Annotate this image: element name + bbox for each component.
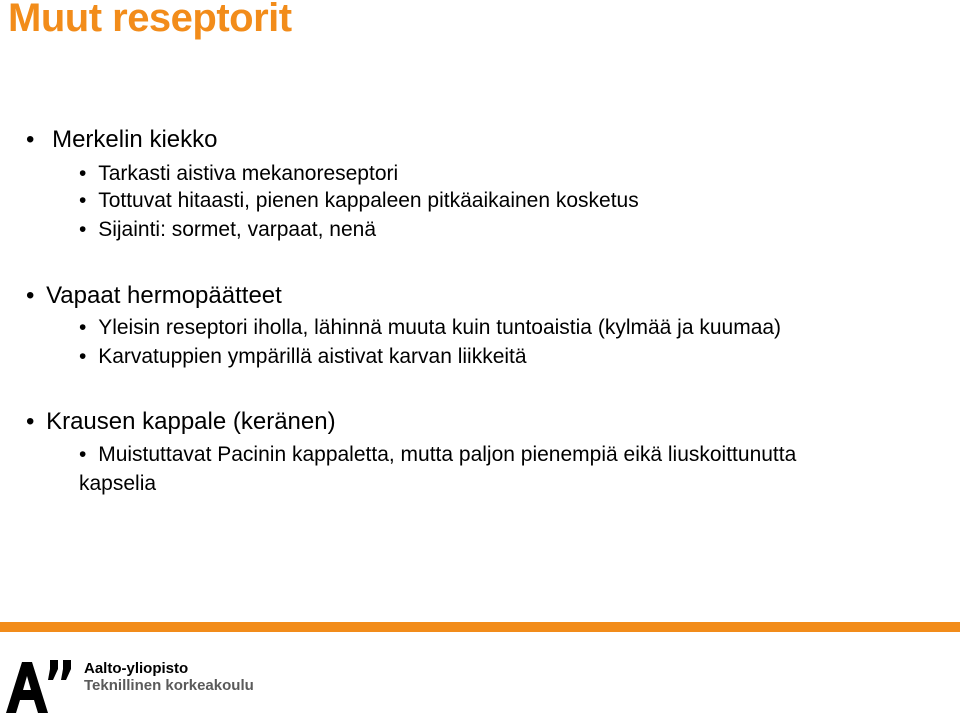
bullet: • xyxy=(26,282,35,309)
list-item-text: Karvatuppien ympärillä aistivat karvan liikkeitä xyxy=(98,345,527,368)
section-heading-text: Vapaat hermopäätteet xyxy=(46,282,282,309)
org-name: Aalto-yliopisto xyxy=(84,660,189,677)
list-item xyxy=(79,189,639,213)
list-item-text: Yleisin reseptori iholla, lähinnä muuta kuin tuntoaistia (kylmää ja kuumaa) xyxy=(98,316,782,339)
bullet: • xyxy=(79,316,87,339)
list-item xyxy=(79,162,398,186)
section-heading-text: Merkelin kiekko xyxy=(52,126,218,153)
list-item-text: Tottuvat hitaasti, pienen kappaleen pitkäaikainen kosketus xyxy=(98,189,639,212)
list-item xyxy=(79,443,796,467)
bullet: • xyxy=(26,408,35,435)
list-item xyxy=(79,316,781,340)
section-heading xyxy=(26,282,282,310)
list-item xyxy=(79,345,527,369)
section-heading xyxy=(26,126,217,154)
list-item-text: Muistuttavat Pacinin kappaletta, mutta paljon pienempiä eikä liuskoittunutta xyxy=(98,443,797,466)
slide-title: Muut reseptorit xyxy=(8,0,292,40)
footer-rule xyxy=(0,622,960,632)
footer-org-text xyxy=(84,660,254,694)
bullet: • xyxy=(79,162,87,185)
section-heading xyxy=(26,408,336,436)
list-item-text: Tarkasti aistiva mekanoreseptori xyxy=(98,162,399,185)
bullet: • xyxy=(79,443,87,466)
list-item xyxy=(79,218,376,242)
bullet: • xyxy=(26,126,35,153)
list-item-continuation: kapselia xyxy=(79,472,157,495)
section-heading-text: Krausen kappale (keränen) xyxy=(46,408,336,435)
school-name: Teknillinen korkeakoulu xyxy=(84,677,254,694)
aalto-logo-icon xyxy=(6,656,78,713)
bullet: • xyxy=(79,345,87,368)
list-item-text: Sijainti: sormet, varpaat, nenä xyxy=(98,218,377,241)
bullet: • xyxy=(79,218,87,241)
bullet: • xyxy=(79,189,87,212)
